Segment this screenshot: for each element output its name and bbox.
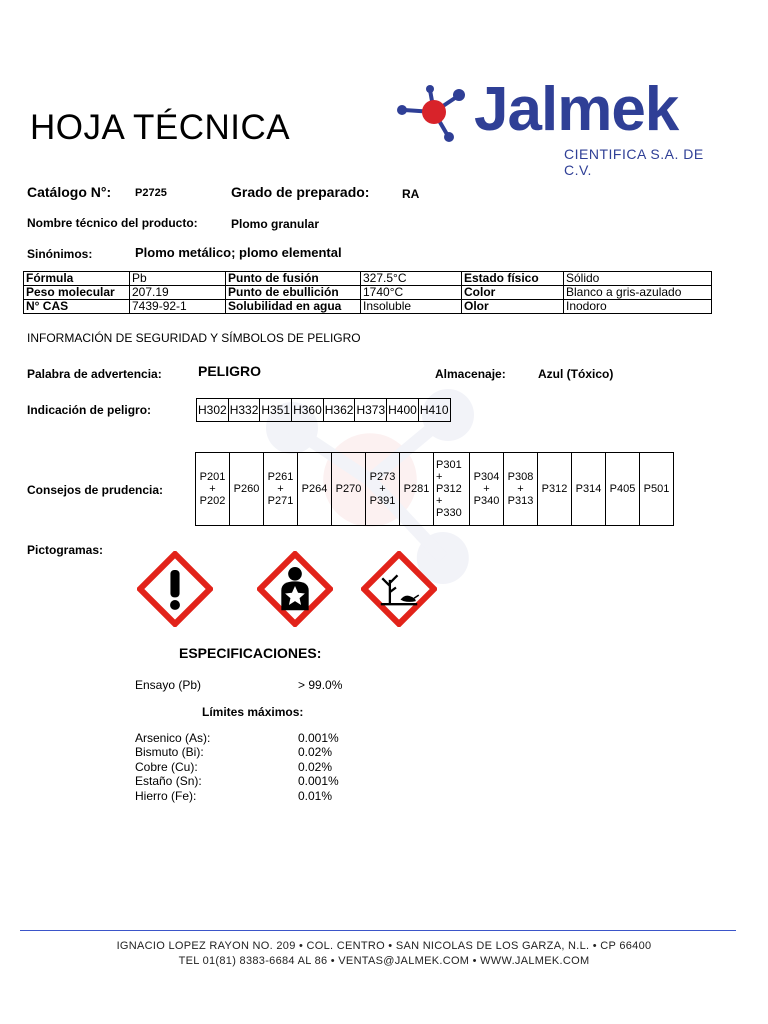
- limit-value: 0.02%: [298, 760, 333, 774]
- precaution-code-cell: P260: [230, 453, 264, 526]
- table-row: [196, 453, 674, 526]
- table-cell: Olor: [462, 300, 564, 314]
- limit-name: Estaño (Sn):: [135, 774, 202, 788]
- molecule-logo-icon: [396, 84, 476, 144]
- precaution-code-cell: P501: [640, 453, 674, 526]
- table-cell: Sólido: [564, 272, 712, 286]
- limit-name: Arsenico (As):: [135, 731, 211, 745]
- safety-section-title: INFORMACIÓN DE SEGURIDAD Y SÍMBOLOS DE PELIGRO: [27, 331, 361, 345]
- assay-label: Ensayo (Pb): [135, 678, 202, 692]
- product-name-value: Plomo granular: [231, 217, 320, 231]
- synonyms-value: Plomo metálico; plomo elemental: [135, 245, 342, 260]
- environment-hazard-icon: [361, 551, 437, 627]
- table-cell: Insoluble: [361, 300, 462, 314]
- limit-value: 0.001%: [298, 731, 339, 745]
- table-row: [24, 272, 712, 286]
- table-cell: Punto de ebullición: [226, 286, 361, 300]
- table-cell: N° CAS: [24, 300, 130, 314]
- table-cell: Blanco a gris-azulado: [564, 286, 712, 300]
- assay-value: > 99.0%: [298, 678, 343, 692]
- page-title: HOJA TÉCNICA: [30, 108, 291, 147]
- precaution-code-cell: P312: [538, 453, 572, 526]
- exclamation-mark-icon: [137, 551, 213, 627]
- table-cell: 207.19: [130, 286, 226, 300]
- limit-value: 0.001%: [298, 774, 339, 788]
- limit-name: Hierro (Fe):: [135, 789, 197, 803]
- precaution-code-cell: P308 + P313: [504, 453, 538, 526]
- precaution-codes-table: [195, 452, 674, 526]
- precaution-label: Consejos de prudencia:: [27, 483, 164, 497]
- precaution-code-cell: P301 + P312 + P330: [434, 453, 470, 526]
- table-row: [24, 286, 712, 300]
- signal-word-label: Palabra de advertencia:: [27, 367, 162, 381]
- grade-value: RA: [402, 187, 420, 201]
- table-cell: Color: [462, 286, 564, 300]
- precaution-code-cell: P281: [400, 453, 434, 526]
- specs-title: ESPECIFICACIONES:: [179, 645, 322, 661]
- health-hazard-icon: [257, 551, 333, 627]
- pictograms-label: Pictogramas:: [27, 543, 104, 557]
- limit-value: 0.02%: [298, 745, 333, 759]
- hazard-codes-table: [196, 398, 451, 422]
- precaution-code-cell: P314: [572, 453, 606, 526]
- table-cell: Pb: [130, 272, 226, 286]
- hazard-code: H351: [260, 399, 292, 422]
- hazard-code: H302: [197, 399, 229, 422]
- storage-label: Almacenaje:: [435, 367, 506, 381]
- footer-contact: TEL 01(81) 8383-6684 AL 86 • VENTAS@JALMEK.COM • WWW.JALMEK.COM: [178, 955, 590, 967]
- catalog-value: P2725: [135, 187, 167, 199]
- footer-address: IGNACIO LOPEZ RAYON NO. 209 • COL. CENTRO • SAN NICOLAS DE LOS GARZA, N.L. • CP 66400: [116, 940, 652, 952]
- table-cell: 327.5°C: [361, 272, 462, 286]
- limits-title: Límites máximos:: [202, 705, 304, 719]
- table-cell: Solubilidad en agua: [226, 300, 361, 314]
- footer-divider: [20, 930, 736, 931]
- company-logo: [396, 75, 726, 178]
- precaution-code-cell: P261 + P271: [264, 453, 298, 526]
- precaution-code-cell: P304 + P340: [470, 453, 504, 526]
- table-row: [197, 399, 451, 422]
- hazard-code: H362: [323, 399, 355, 422]
- table-row: [24, 300, 712, 314]
- hazard-code: H332: [228, 399, 260, 422]
- brand-subtitle: CIENTIFICA S.A. DE C.V.: [564, 146, 704, 178]
- table-cell: Fórmula: [24, 272, 130, 286]
- table-cell: 7439-92-1: [130, 300, 226, 314]
- table-cell: Peso molecular: [24, 286, 130, 300]
- limit-value: 0.01%: [298, 789, 333, 803]
- properties-table: [23, 271, 712, 314]
- signal-word-value: PELIGRO: [198, 363, 262, 379]
- brand-name: Jalmek: [474, 75, 679, 144]
- hazard-code: H400: [387, 399, 419, 422]
- precaution-code-cell: P273 + P391: [366, 453, 400, 526]
- hazard-code: H410: [418, 399, 450, 422]
- precaution-code-cell: P270: [332, 453, 366, 526]
- precaution-code-cell: P201 + P202: [196, 453, 230, 526]
- synonyms-label: Sinónimos:: [27, 247, 93, 261]
- hazard-code: H360: [292, 399, 324, 422]
- limit-name: Cobre (Cu):: [135, 760, 198, 774]
- table-cell: Punto de fusión: [226, 272, 361, 286]
- hazard-code: H373: [355, 399, 387, 422]
- table-cell: Inodoro: [564, 300, 712, 314]
- table-cell: 1740°C: [361, 286, 462, 300]
- table-cell: Estado físico: [462, 272, 564, 286]
- catalog-label: Catálogo N°:: [27, 184, 112, 200]
- precaution-code-cell: P405: [606, 453, 640, 526]
- storage-value: Azul (Tóxico): [538, 367, 614, 381]
- precaution-code-cell: P264: [298, 453, 332, 526]
- hazard-statement-label: Indicación de peligro:: [27, 403, 152, 417]
- limit-name: Bismuto (Bi):: [135, 745, 204, 759]
- grade-label: Grado de preparado:: [231, 184, 370, 200]
- product-name-label: Nombre técnico del producto:: [27, 216, 198, 230]
